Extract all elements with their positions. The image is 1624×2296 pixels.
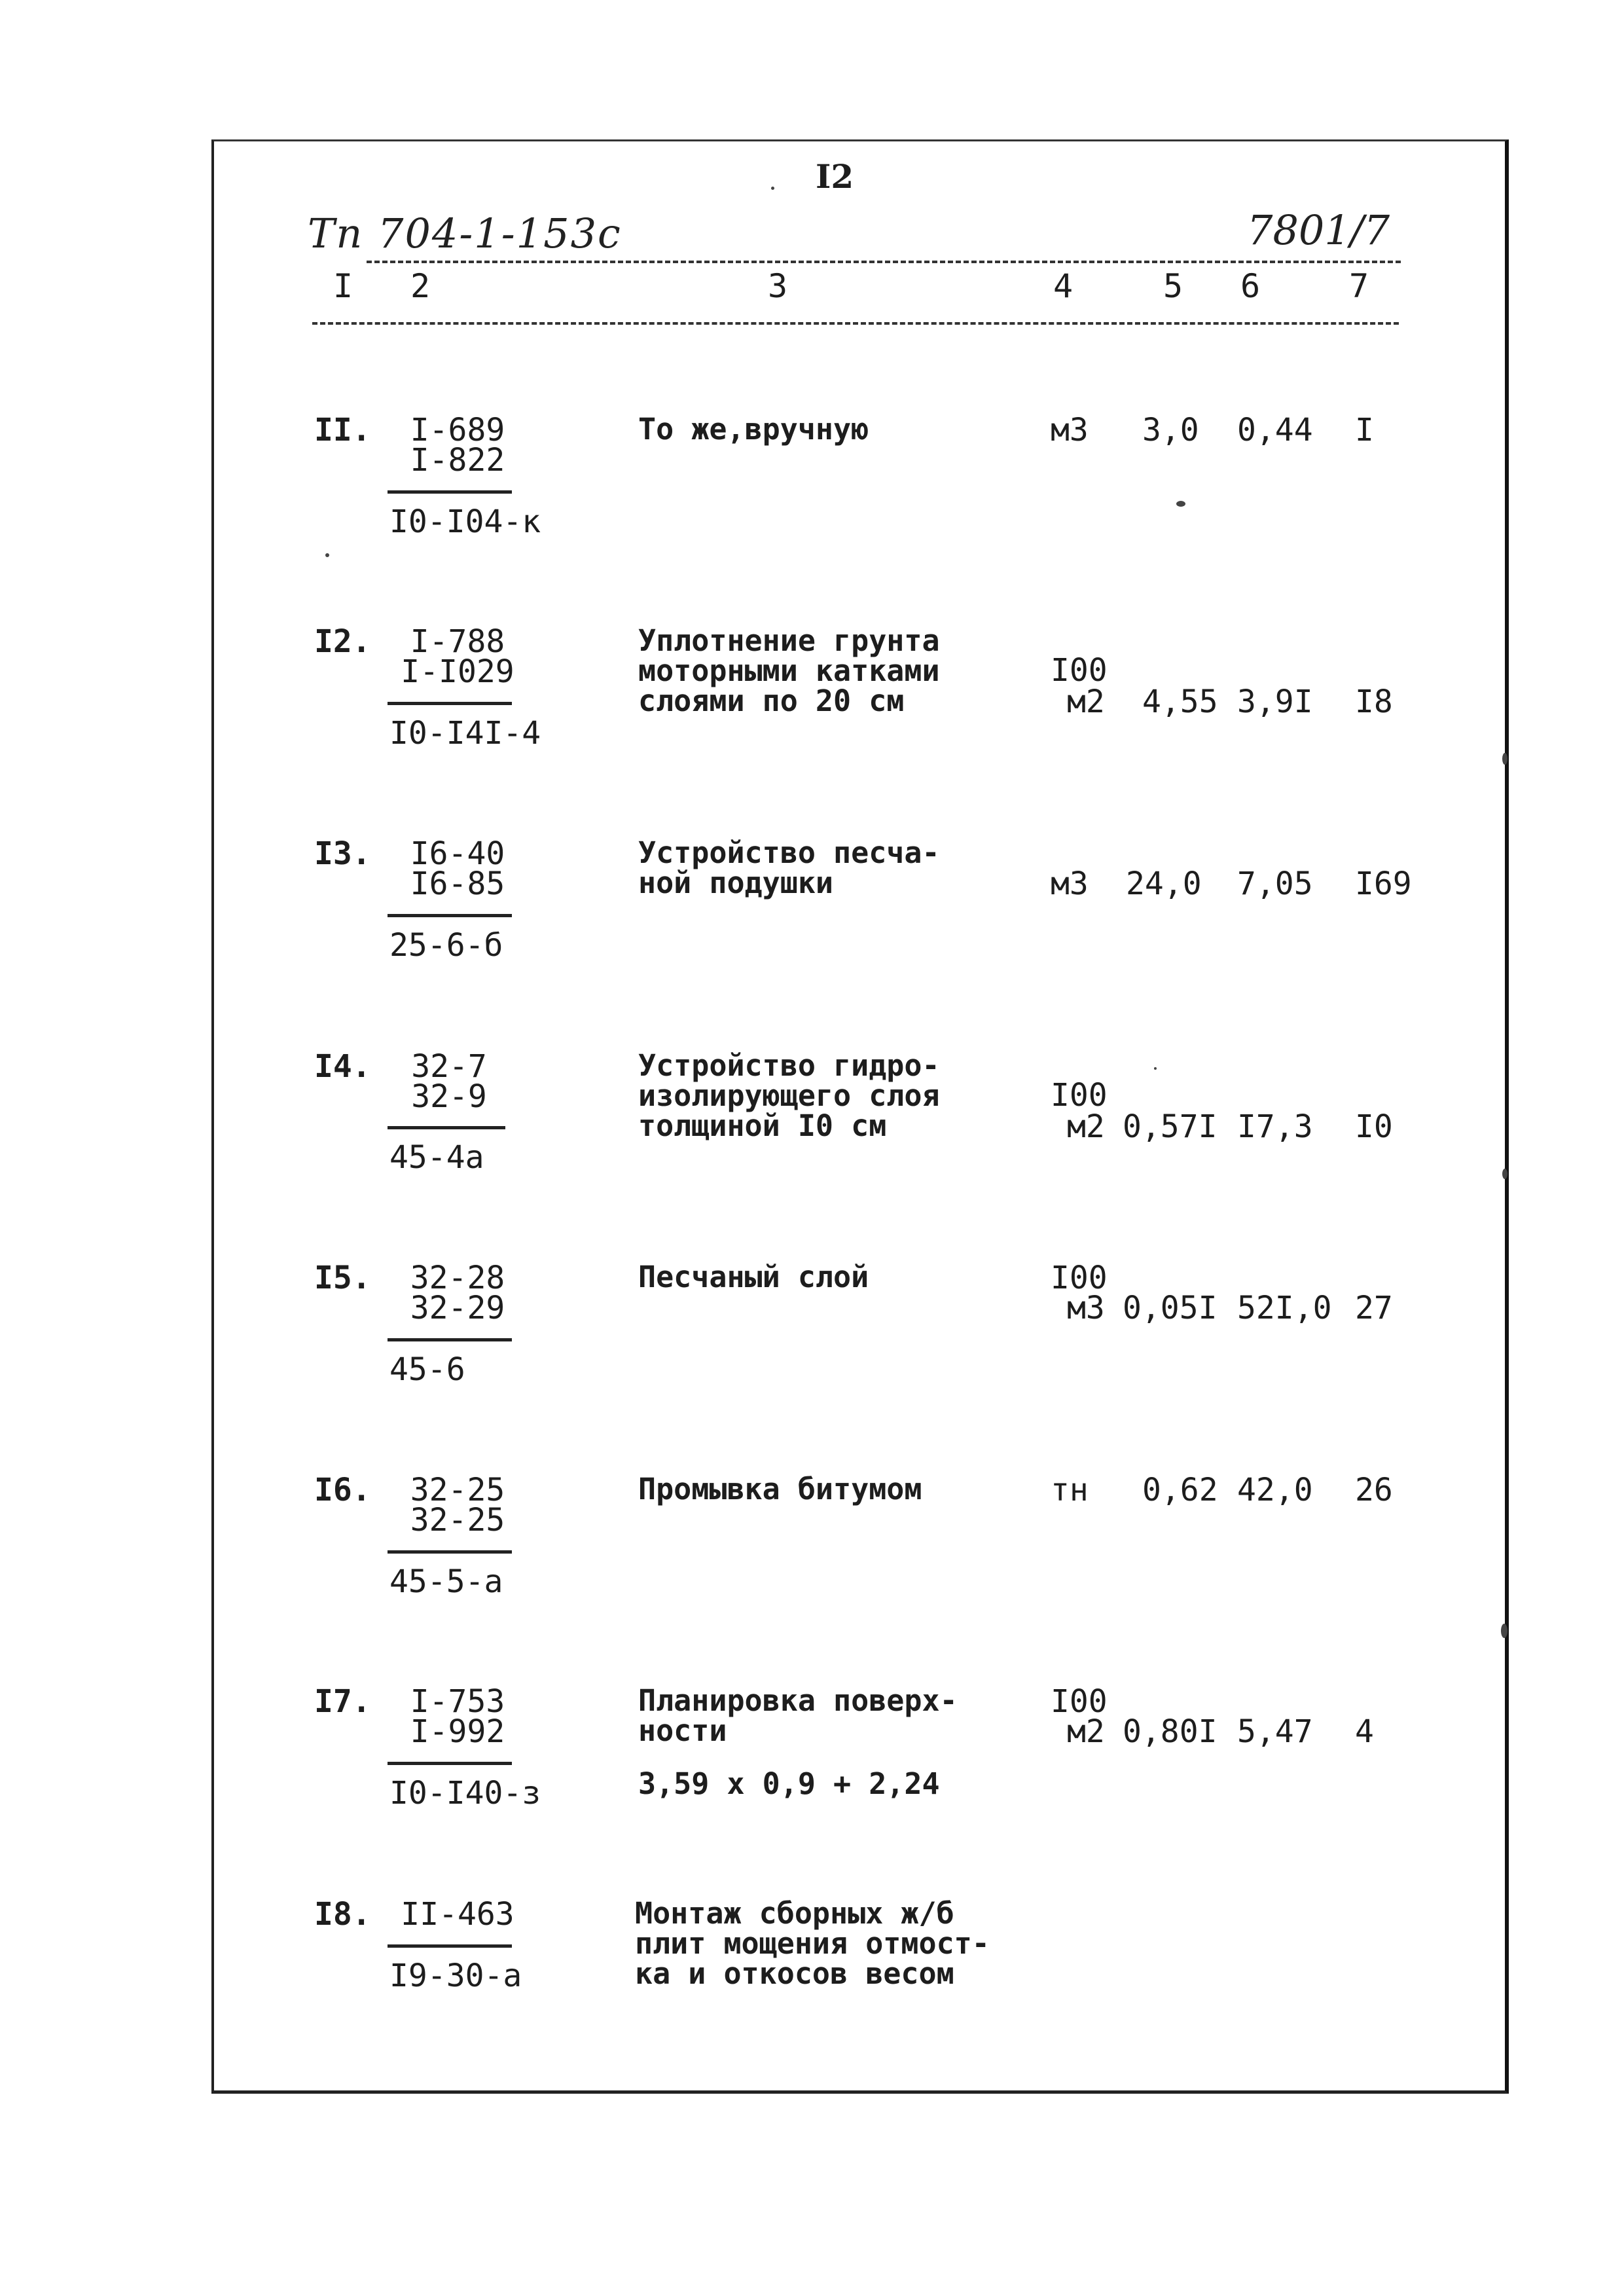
scan-speck (1176, 501, 1185, 507)
total: 26 (1355, 1472, 1393, 1508)
column-header-7: 7 (1348, 267, 1369, 305)
code-rule (388, 1944, 512, 1948)
work-description: слоями по 20 см (638, 683, 905, 718)
quantity: 4,55 (1142, 683, 1218, 720)
total: I (1355, 412, 1374, 448)
total: I0 (1355, 1108, 1393, 1145)
quantity-calculation: 3,59 х 0,9 + 2,24 (638, 1766, 940, 1801)
work-description: ности (638, 1713, 727, 1748)
quantity: 0,05I (1123, 1290, 1218, 1326)
unit: м3 (1051, 866, 1089, 902)
norm-code: I-753 (410, 1683, 505, 1720)
code-rule (388, 1550, 512, 1554)
work-description: Устройство песча- (638, 835, 940, 870)
price-reference: 45-4а (389, 1139, 484, 1176)
work-description: ной подушки (638, 866, 834, 900)
norm-code: I-689 (410, 412, 505, 448)
unit: м2 (1067, 1108, 1105, 1145)
unit-price: I7,3 (1237, 1108, 1313, 1145)
unit: I00 (1051, 652, 1108, 689)
unit-price: 0,44 (1237, 412, 1313, 448)
work-description: моторными катками (638, 653, 940, 688)
code-rule (388, 490, 512, 494)
norm-code: 32-9 (411, 1078, 487, 1115)
code-rule (388, 1126, 505, 1129)
scan-speck (1502, 1169, 1507, 1179)
code-rule (388, 914, 512, 917)
scan-speck (771, 187, 774, 190)
unit: I00 (1051, 1260, 1108, 1296)
doc-code-handwritten: Тп 704-1-153с (308, 210, 622, 257)
norm-code: 32-29 (410, 1290, 505, 1326)
column-header-2: 2 (410, 267, 431, 305)
scan-speck (1154, 1067, 1157, 1070)
work-description: Песчаный слой (638, 1260, 869, 1294)
norm-code: I-I029 (401, 653, 514, 690)
row-number: I6. (314, 1472, 371, 1508)
column-header-1: I (333, 267, 353, 305)
work-description: Промывка битумом (638, 1472, 922, 1506)
code-rule (388, 1762, 512, 1765)
column-header-3: 3 (767, 267, 788, 305)
unit-price: 42,0 (1237, 1472, 1313, 1508)
work-description: Планировка поверх- (638, 1683, 958, 1718)
work-description: плит мощения отмост- (635, 1926, 990, 1961)
unit: м3 (1051, 412, 1089, 448)
unit: м2 (1067, 1713, 1105, 1750)
price-reference: 45-5-а (389, 1563, 503, 1600)
work-description: Монтаж сборных ж/б (635, 1896, 954, 1931)
row-number: I8. (314, 1896, 371, 1933)
norm-code: 32-25 (410, 1502, 505, 1539)
norm-code: I-992 (410, 1713, 505, 1750)
quantity: 24,0 (1126, 866, 1202, 902)
unit: I00 (1051, 1683, 1108, 1720)
column-header-6: 6 (1240, 267, 1261, 305)
unit-price: 52I,0 (1237, 1290, 1332, 1326)
unit: I00 (1051, 1077, 1108, 1114)
row-number: II. (314, 412, 371, 448)
header-dashed-rule (367, 261, 1401, 263)
total: 4 (1355, 1713, 1374, 1750)
total: 27 (1355, 1290, 1393, 1326)
work-description: изолирующего слоя (638, 1078, 940, 1113)
total: I8 (1355, 683, 1393, 720)
price-reference: 25-6-б (389, 927, 503, 964)
row-number: I4. (314, 1048, 371, 1085)
scan-speck (1502, 753, 1507, 765)
norm-code: I6-40 (410, 835, 505, 872)
row-number: I5. (314, 1260, 371, 1296)
norm-code: 32-25 (410, 1472, 505, 1508)
quantity: 0,57I (1123, 1108, 1218, 1145)
work-description: толщиной I0 см (638, 1108, 887, 1143)
code-rule (388, 1338, 512, 1341)
price-reference: I0-I4I-4 (389, 715, 541, 752)
page-number: I2 (816, 157, 854, 196)
price-reference: 45-6 (389, 1351, 465, 1388)
price-reference: I0-I04-к (389, 503, 541, 540)
work-description: Устройство гидро- (638, 1048, 940, 1083)
work-description: Уплотнение грунта (638, 623, 940, 658)
norm-code: I6-85 (410, 866, 505, 902)
scan-speck (1501, 1624, 1507, 1638)
unit: м3 (1067, 1290, 1105, 1326)
total: I69 (1355, 866, 1412, 902)
unit-price: 7,05 (1237, 866, 1313, 902)
norm-code: 32-28 (410, 1260, 505, 1296)
unit-price: 3,9I (1237, 683, 1313, 720)
code-rule (388, 702, 512, 705)
column-header-5: 5 (1163, 267, 1183, 305)
column-dashed-rule (312, 322, 1399, 325)
norm-code: 32-7 (411, 1048, 487, 1085)
sheet-code-handwritten: 7801/7 (1247, 206, 1390, 254)
norm-code: II-463 (401, 1896, 514, 1933)
quantity: 0,80I (1123, 1713, 1218, 1750)
norm-code: I-788 (410, 623, 505, 660)
row-number: I3. (314, 835, 371, 872)
quantity: 0,62 (1142, 1472, 1218, 1508)
work-description: То же,вручную (638, 412, 869, 446)
norm-code: I-822 (410, 442, 505, 479)
work-description: ка и откосов весом (635, 1956, 954, 1991)
unit: м2 (1067, 683, 1105, 720)
price-reference: I0-I40-з (389, 1775, 541, 1812)
scan-speck (325, 553, 329, 557)
price-reference: I9-30-а (389, 1958, 522, 1994)
row-number: I7. (314, 1683, 371, 1720)
column-header-4: 4 (1053, 267, 1074, 305)
quantity: 3,0 (1142, 412, 1199, 448)
unit-price: 5,47 (1237, 1713, 1313, 1750)
unit: тн (1051, 1472, 1089, 1508)
row-number: I2. (314, 623, 371, 660)
